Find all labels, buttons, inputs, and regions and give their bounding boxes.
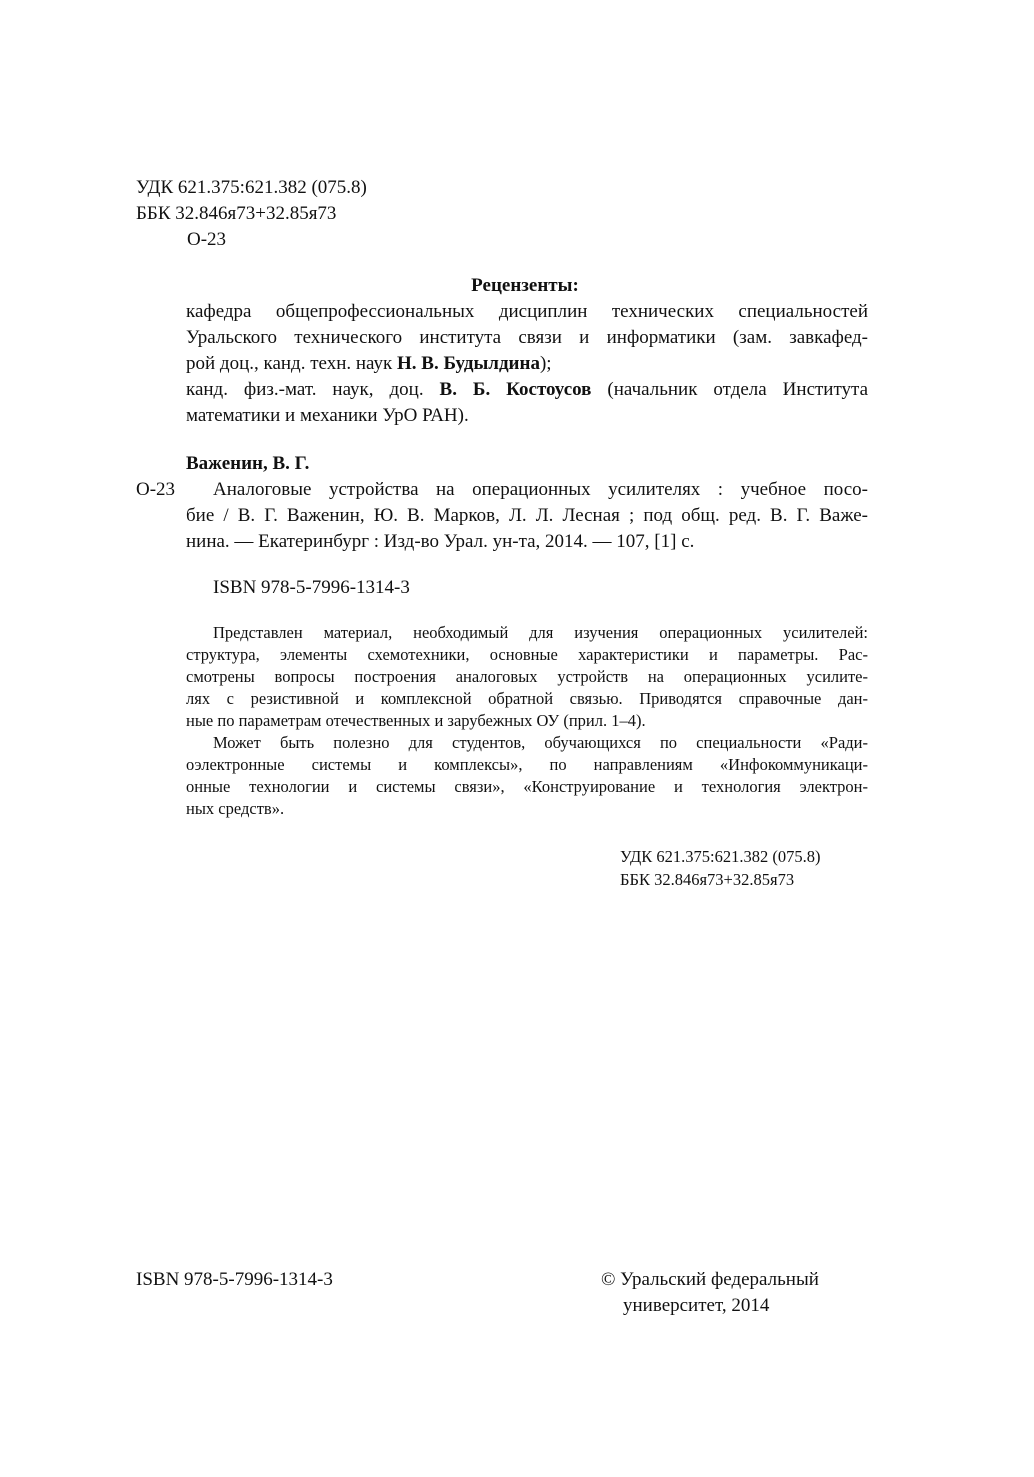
biblio-line: бие / В. Г. Важенин, Ю. В. Марков, Л. Л. Лесная ; под общ. ред. В. Г. Важе-	[186, 505, 868, 526]
annotation-line: смотрены вопросы построения аналоговых устройств на операционных усилите-	[186, 667, 868, 686]
author-mark: О-23	[187, 229, 227, 250]
copyright-line: © Уральский федеральный	[601, 1269, 819, 1290]
udk-code-right: УДК 621.375:621.382 (075.8)	[620, 847, 821, 866]
reviewer-line: канд. физ.-мат. наук, доц. В. Б. Костоусов (начальник отдела Института	[186, 379, 869, 400]
reviewer-name: Н. В. Будылдина	[397, 353, 540, 374]
annotation-line: оэлектронные системы и комплексы», по направлениям «Инфокоммуникаци-	[186, 755, 868, 774]
reviewers-title: Рецензенты:	[471, 275, 579, 296]
reviewer-name: В. Б. Костоусов	[439, 379, 592, 400]
biblio-line: Аналоговые устройства на операционных усилителях : учебное посо-	[213, 479, 868, 500]
bbk-code-right: ББК 32.846я73+32.85я73	[620, 870, 795, 889]
bbk-code: ББК 32.846я73+32.85я73	[136, 203, 337, 224]
reviewer-line: кафедра общепрофессиональных дисциплин технических специальностей	[186, 301, 868, 322]
copyright-line: университет, 2014	[623, 1295, 770, 1316]
annotation-line: Представлен материал, необходимый для изучения операционных усилителей:	[213, 623, 868, 642]
annotation-line: онные технологии и системы связи», «Конструирование и технология электрон-	[186, 777, 868, 796]
annotation-line: структура, элементы схемотехники, основные характеристики и параметры. Рас-	[186, 645, 868, 664]
annotation-line: Может быть полезно для студентов, обучающихся по специальности «Ради-	[213, 733, 868, 752]
annotation-line: лях с резистивной и комплексной обратной связью. Приводятся справочные дан-	[186, 689, 868, 708]
bibliographic-description	[186, 477, 868, 555]
reviewer-line: Уральского технического института связи и информатики (зам. завкафед-	[186, 327, 868, 348]
biblio-line: нина. — Екатеринбург : Изд-во Урал. ун-та, 2014. — 107, [1] с.	[186, 531, 695, 552]
catalog-code: О-23	[136, 479, 176, 500]
annotation-line: ных средств».	[186, 799, 285, 818]
annotation-line: ные по параметрам отечественных и зарубежных ОУ (прил. 1–4).	[186, 711, 646, 730]
reviewer-line: математики и механики УрО РАН).	[186, 405, 469, 426]
udk-code: УДК 621.375:621.382 (075.8)	[136, 177, 367, 198]
isbn: ISBN 978-5-7996-1314-3	[213, 577, 410, 598]
catalog-author: Важенин, В. Г.	[186, 453, 310, 474]
reviewers-block	[186, 299, 868, 429]
annotation	[186, 622, 868, 820]
isbn-footer: ISBN 978-5-7996-1314-3	[136, 1269, 333, 1290]
reviewer-line: рой доц., канд. техн. наук Н. В. Будылдина);	[186, 353, 552, 374]
